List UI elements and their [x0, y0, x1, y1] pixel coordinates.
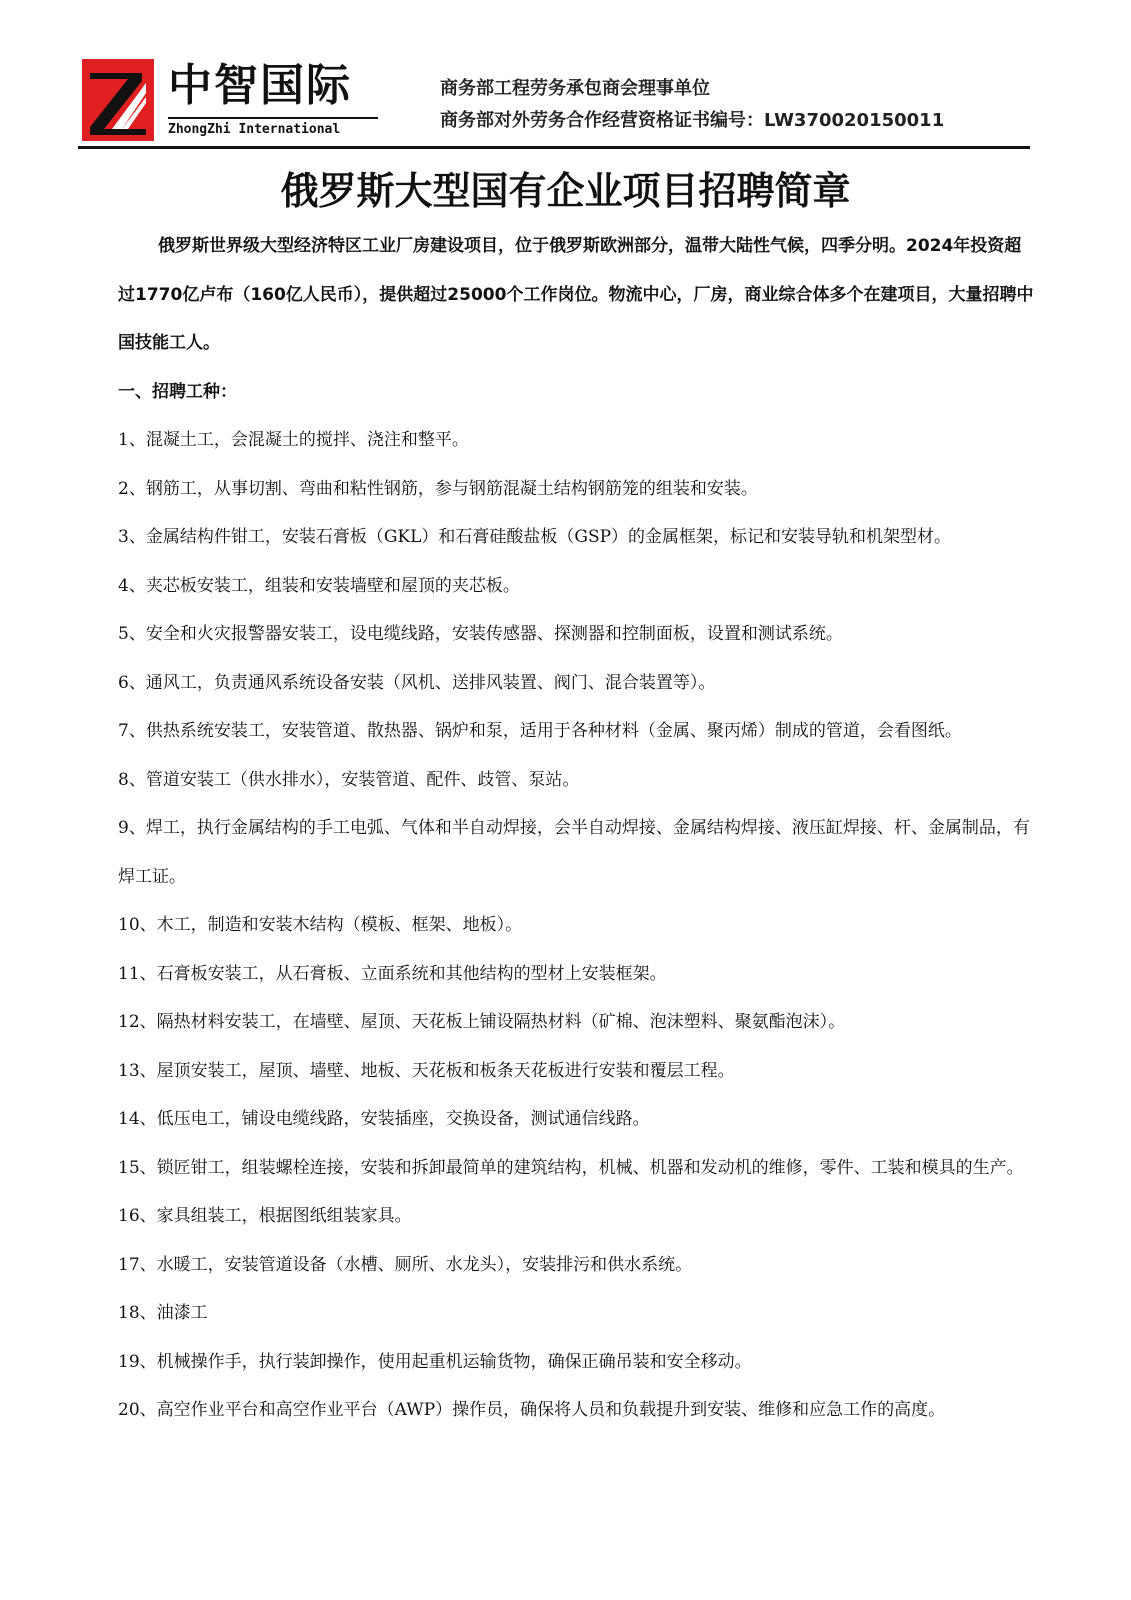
job-list	[118, 416, 1034, 1435]
section-heading: 一、招聘工种：	[118, 381, 237, 402]
job-list-item: 19、机械操作手，执行装卸操作，使用起重机运输货物，确保正确吊装和安全移动。	[118, 1351, 752, 1372]
job-list-item: 15、锁匠钳工，组装螺栓连接，安装和拆卸最简单的建筑结构，机械、机器和发动机的维修，零件、工装和模具的生产。	[118, 1157, 1024, 1178]
header-divider	[78, 146, 1030, 149]
job-list-item: 5、安全和火灾报警器安装工，设电缆线路，安装传感器、探测器和控制面板，设置和测试系统。	[118, 624, 843, 644]
company-logo	[82, 59, 378, 141]
logo-divider	[168, 117, 378, 119]
job-list-item: 16、家具组装工，根据图纸组装家具。	[118, 1206, 412, 1226]
header-line-1: 商务部工程劳务承包商会理事单位	[440, 78, 710, 99]
header-credentials	[440, 73, 944, 137]
job-list-item: 2、钢筋工，从事切割、弯曲和粘性钢筋，参与钢筋混凝土结构钢筋笼的组装和安装。	[118, 478, 758, 499]
job-list-item: 6、通风工，负责通风系统设备安装（风机、送排风装置、阀门、混合装置等）。	[118, 672, 716, 693]
document-body	[118, 222, 1034, 1435]
job-list-item: 20、高空作业平台和高空作业平台（AWP）操作员，确保将人员和负载提升到安装、维修和应急工作的高度。	[118, 1400, 946, 1420]
job-list-item: 14、低压电工，铺设电缆线路，安装插座，交换设备，测试通信线路。	[118, 1109, 650, 1129]
job-list-item: 8、管道安装工（供水排水），安装管道、配件、歧管、泵站。	[118, 769, 580, 790]
job-list-item: 11、石膏板安装工，从石膏板、立面系统和其他结构的型材上安装框架。	[118, 963, 667, 984]
header-line-2: 商务部对外劳务合作经营资格证书编号：LW370020150011	[440, 110, 945, 131]
job-list-item: 9、焊工，执行金属结构的手工电弧、气体和半自动焊接，会半自动焊接、金属结构焊接、液压缸焊接、杆、金属制品，有焊工证。	[118, 818, 1030, 887]
letterhead	[78, 55, 1030, 150]
job-list-item: 17、水暖工，安装管道设备（水槽、厕所、水龙头），安装排污和供水系统。	[118, 1254, 693, 1275]
job-list-item: 12、隔热材料安装工，在墙壁、屋顶、天花板上铺设隔热材料（矿棉、泡沫塑料、聚氨酯泡沫）。	[118, 1012, 846, 1032]
logo-english-name: ZhongZhi International	[168, 122, 341, 137]
logo-chinese-name: 中智国际	[168, 60, 352, 111]
page-title: 俄罗斯大型国有企业项目招聘简章	[280, 169, 851, 213]
intro-paragraph: 俄罗斯世界级大型经济特区工业厂房建设项目，位于俄罗斯欧洲部分，温带大陆性气候，四季分明。2024年投资超过1770亿卢布（160亿人民币），提供超过25000个工作岗位。物流中心，厂房，商业综合体多个在建项目，大量招聘中国技能工人。	[118, 236, 1034, 353]
job-list-item: 7、供热系统安装工，安装管道、散热器、锅炉和泵，适用于各种材料（金属、聚丙烯）制成的管道，会看图纸。	[118, 721, 962, 741]
zhongzhi-z-logo-icon	[82, 59, 154, 141]
job-list-item: 13、屋顶安装工，屋顶、墙壁、地板、天花板和板条天花板进行安装和覆层工程。	[118, 1060, 735, 1081]
job-list-item: 1、混凝土工，会混凝土的搅拌、浇注和整平。	[118, 430, 469, 450]
job-list-item: 3、金属结构件钳工，安装石膏板（GKL）和石膏硅酸盐板（GSP）的金属框架，标记和安装导轨和机架型材。	[118, 527, 952, 547]
job-list-item: 18、油漆工	[118, 1303, 208, 1323]
job-list-item: 10、木工，制造和安装木结构（模板、框架、地板）。	[118, 915, 523, 935]
job-list-item: 4、夹芯板安装工，组装和安装墙壁和屋顶的夹芯板。	[118, 575, 520, 596]
